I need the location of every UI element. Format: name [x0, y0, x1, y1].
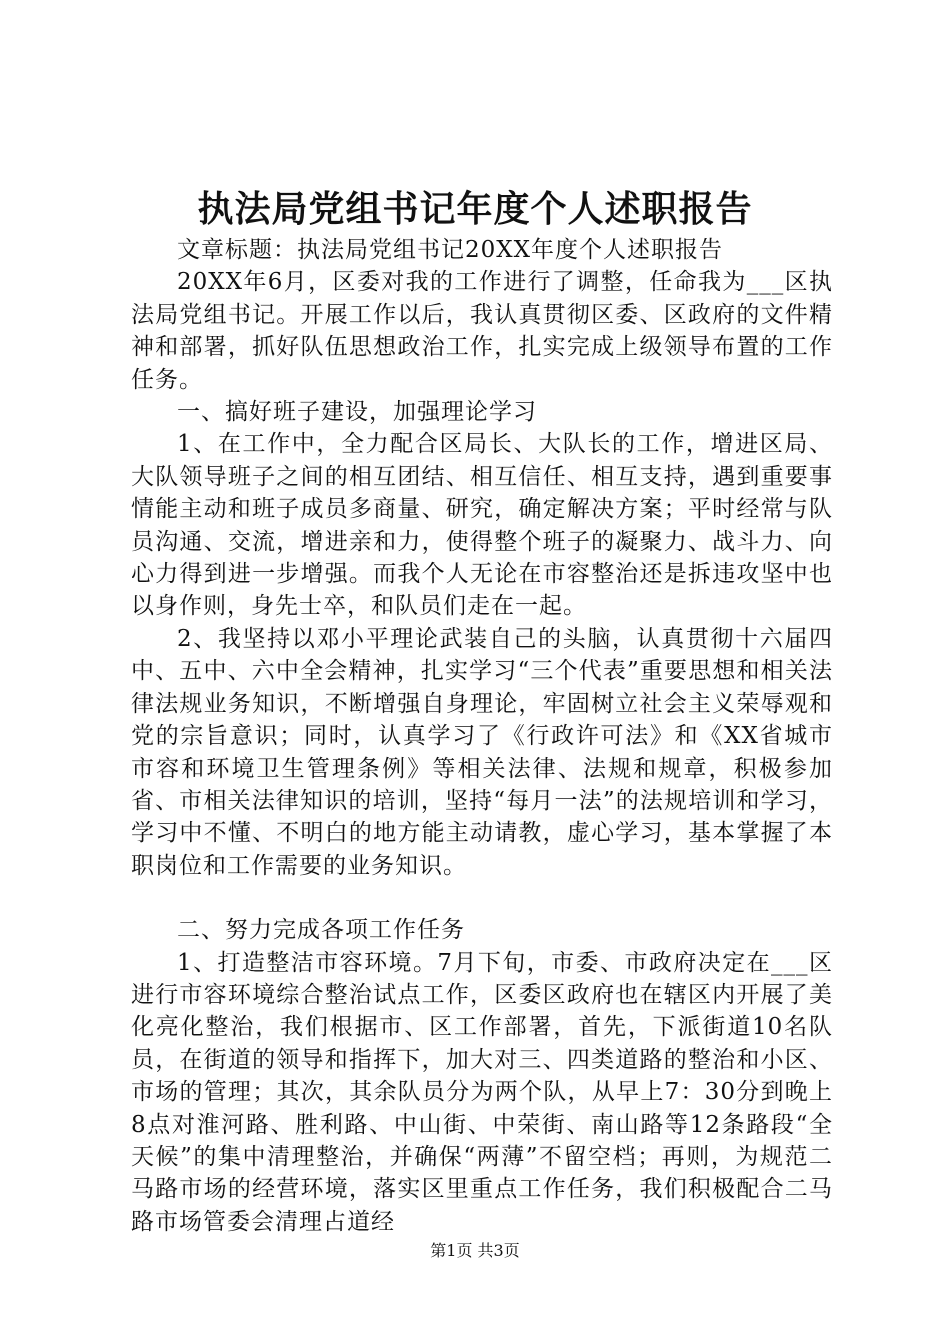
document-body [131, 234, 833, 1238]
paragraph-article-heading: 文章标题：执法局党组书记20XX年度个人述职报告 [177, 237, 724, 263]
section-heading-2: 二、努力完成各项工作任务 [177, 917, 465, 944]
section-heading-1: 一、搞好班子建设，加强理论学习 [177, 399, 537, 426]
page-footer: 第1页 共3页 [430, 1241, 520, 1260]
paragraph-teamwork: 1、在工作中，全力配合区局长、大队长的工作，增进区局、大队领导班子之间的相互团结、相互信任、相互支持，遇到重要事情能主动和班子成员多商量、研究，确定解决方案；平时经常与队员沟通、交流，增进亲和力，使得整个班子的凝聚力、战斗力、向心力得到进一步增强。而我个人无论在市容整治还是拆违攻坚中也以身作则，身先士卒，和队员们走在一起。 [131, 431, 833, 620]
document-title: 执法局党组书记年度个人述职报告 [197, 188, 753, 230]
paragraph-study: 2、我坚持以邓小平理论武装自己的头脑，认真贯彻十六届四中、五中、六中全会精神，扎实学习“三个代表”重要思想和相关法律法规业务知识，不断增强自身理论，牢固树立社会主义荣辱观和党的宗旨意识；同时，认真学习了《行政许可法》和《XX省城市市容和环境卫生管理条例》等相关法律、法规和规章，积极参加省、市相关法律知识的培训，坚持“每月一法”的法规培训和学习，学习中不懂、不明白的地方能主动请教，虚心学习，基本掌握了本职岗位和工作需要的业务知识。 [131, 625, 833, 879]
paragraph-city-environment: 1、打造整洁市容环境。7月下旬，市委、市政府决定在___区进行市容环境综合整治试点工作，区委区政府也在辖区内开展了美化亮化整治，我们根据市、区工作部署，首先，下派街道10名队员，在街道的领导和指挥下，加大对三、四类道路的整治和小区、市场的管理；其次，其余队员分为两个队，从早上7：30分到晚上8点对淮河路、胜利路、中山街、中荣街、南山路等12条路段“全天候”的集中清理整治，并确保“两薄”不留空档；再则，为规范二马路市场的经营环境，落实区里重点工作任务，我们积极配合二马路市场管委会清理占道经 [131, 949, 833, 1235]
paragraph-appointment: 20XX年6月，区委对我的工作进行了调整，任命我为___区执法局党组书记。开展工作以后，我认真贯彻区委、区政府的文件精神和部署，抓好队伍思想政治工作，扎实完成上级领导布置的工作任务。 [131, 269, 833, 393]
paragraph-gap [131, 882, 833, 914]
